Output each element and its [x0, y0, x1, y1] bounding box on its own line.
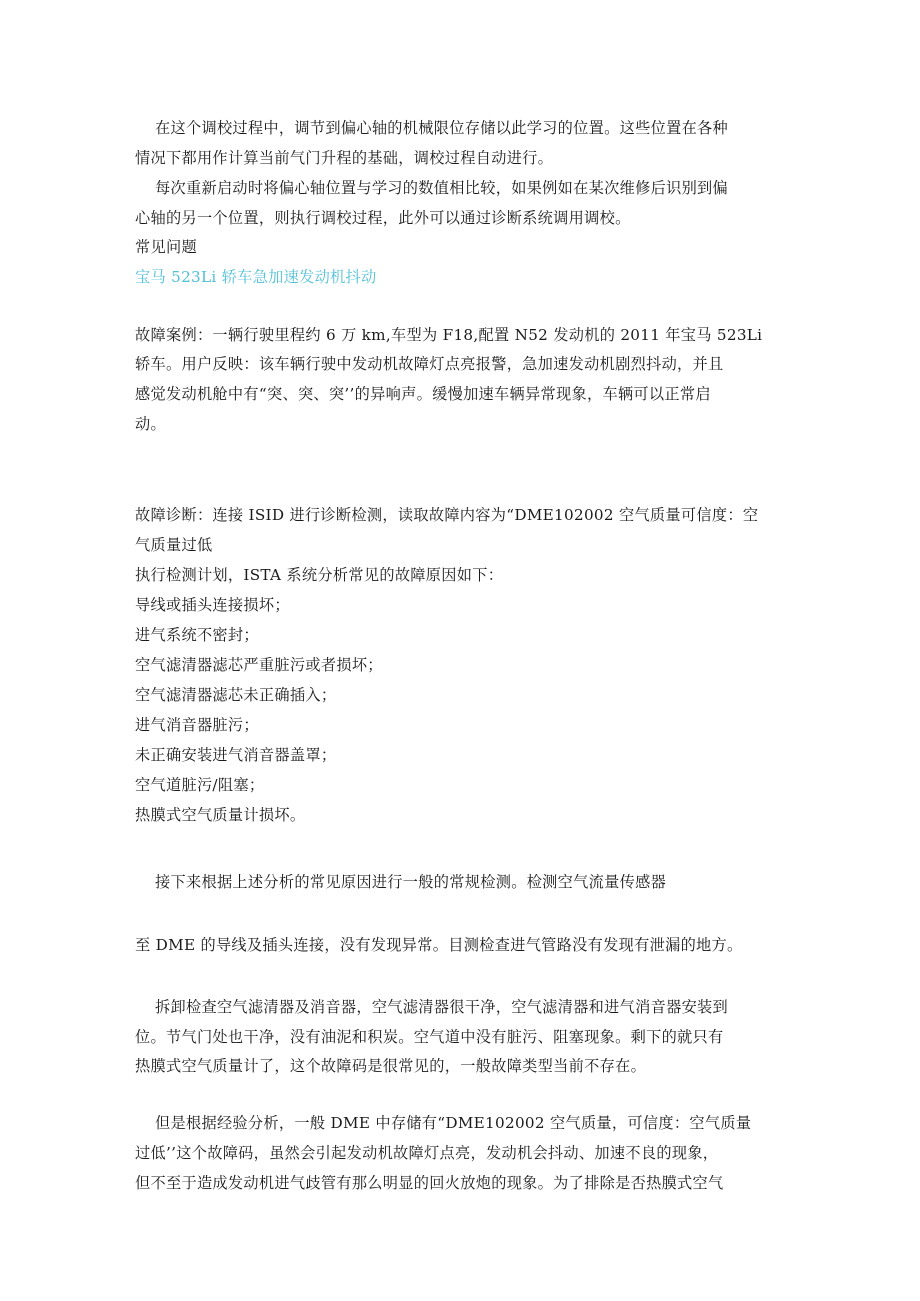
para1-line-1: 在这个调校过程中，调节到偏心轴的机械限位存储以此学习的位置。这些位置在各种 [155, 119, 729, 137]
cause-item: 进气消音器脏污； [135, 716, 259, 734]
cause-item: 导线或插头连接损坏； [135, 596, 290, 614]
para2-line-1: 每次重新启动时将偏心轴位置与学习的数值相比较，如果例如在某次维修后识别到偏 [155, 179, 729, 197]
cause-item: 空气道脏污/阻塞； [135, 776, 265, 794]
diagnosis-line-2: 气质量过低 [135, 536, 213, 554]
check3-line-2: 位。节气门处也干净，没有油泥和积炭。空气道中没有脏污、阻塞现象。剩下的就只有 [135, 1028, 724, 1046]
diagnosis-line-1: 故障诊断：连接 ISID 进行诊断检测，读取故障内容为“DME102002 空气质量可信度：空 [135, 506, 759, 524]
cause-item: 空气滤清器滤芯未正确插入； [135, 686, 337, 704]
diagnosis-line-3: 执行检测计划，ISTA 系统分析常见的故障原因如下： [135, 566, 504, 584]
check4-line-3: 但不至于造成发动机进气歧管有那么明显的回火放炮的现象。为了排除是否热膜式空气 [135, 1174, 724, 1192]
check3-line-1: 拆卸检查空气滤清器及消音器，空气滤清器很干净，空气滤清器和进气消音器安装到 [155, 998, 729, 1016]
cause-item: 未正确安装进气消音器盖罩； [135, 746, 337, 764]
section-heading: 常见问题 [135, 238, 197, 256]
check4-line-1: 但是根据经验分析，一般 DME 中存储有“DME102002 空气质量，可信度：空气质量 [155, 1114, 752, 1132]
check3-line-3: 热膜式空气质量计了，这个故障码是很常见的，一般故障类型当前不存在。 [135, 1057, 647, 1075]
case-line-1: 故障案例：一辆行驶里程约 6 万 km,车型为 F18,配置 N52 发动机的 2011 年宝马 523Li [135, 326, 763, 344]
para1-line-2: 情况下都用作计算当前气门升程的基础，调校过程自动进行。 [135, 149, 554, 167]
check1-line: 接下来根据上述分析的常见原因进行一般的常规检测。检测空气流量传感器 [155, 873, 667, 891]
check2-line: 至 DME 的导线及插头连接，没有发现异常。目测检查进气管路没有发现有泄漏的地方。 [135, 936, 743, 954]
para2-line-2: 心轴的另一个位置，则执行调校过程，此外可以通过诊断系统调用调校。 [135, 209, 631, 227]
case-line-4: 动。 [135, 415, 166, 433]
case-title: 宝马 523Li 轿车急加速发动机抖动 [135, 268, 377, 286]
case-line-3: 感觉发动机舱中有“突、突、突’’的异响声。缓慢加速车辆异常现象，车辆可以正常启 [135, 385, 711, 403]
case-line-2: 轿车。用户反映：该车辆行驶中发动机故障灯点亮报警，急加速发动机剧烈抖动，并且 [135, 355, 724, 373]
cause-item: 热膜式空气质量计损坏。 [135, 806, 306, 824]
check4-line-2: 过低’’这个故障码，虽然会引起发动机故障灯点亮，发动机会抖动、加速不良的现象， [135, 1144, 719, 1162]
cause-item: 进气系统不密封； [135, 626, 259, 644]
cause-item: 空气滤清器滤芯严重脏污或者损坏； [135, 656, 383, 674]
